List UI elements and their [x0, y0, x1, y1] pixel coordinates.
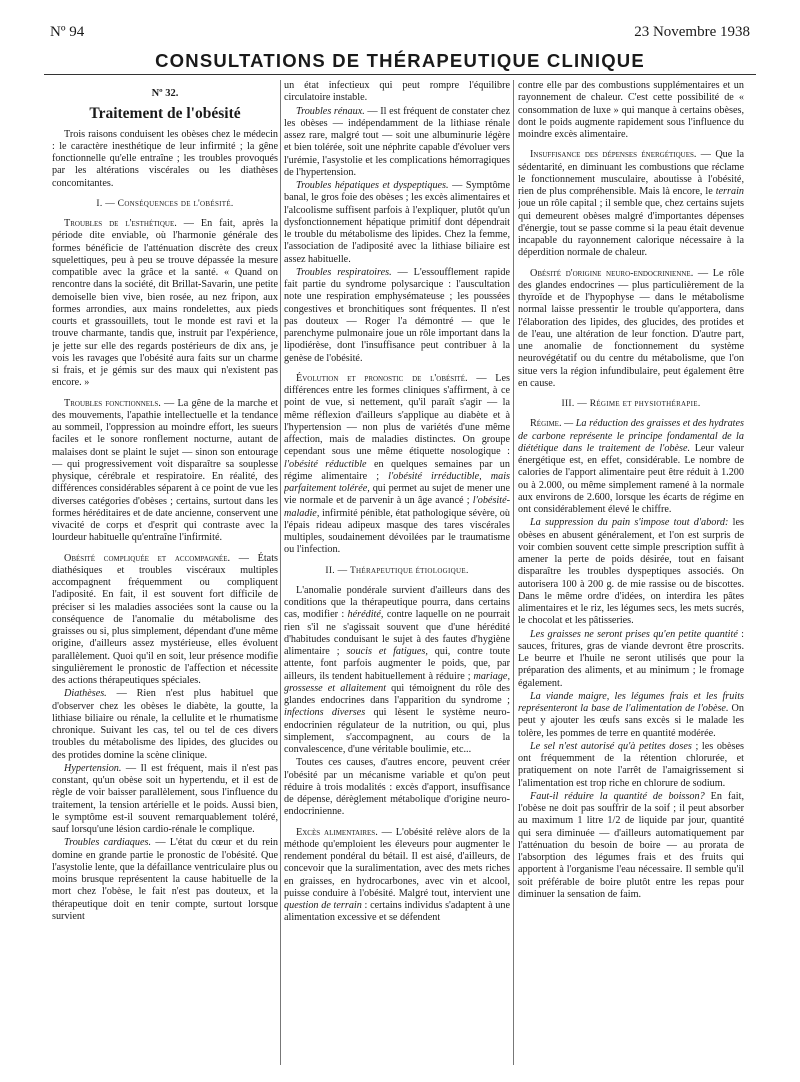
column-divider [280, 80, 281, 1065]
paragraph [284, 180, 510, 266]
paragraph-text: — Que la sédentarité, en diminuant les combustions que réclame le fonctionnement musculaire, aboutisse à l'obésité, rien de plus compréhensible. Mais là encore, le [518, 149, 744, 197]
paragraph-lead: Évolution et pronostic de l'obésité. [296, 372, 468, 384]
emphasis: La viande maigre, les légumes frais et les fruits représenteront la base de l'alimentation de l'obèse. [518, 690, 744, 714]
paragraph-lead: Troubles respiratoires. [296, 266, 392, 278]
emphasis: terrain [715, 186, 744, 197]
paragraph-text: — L'essoufflement rapide fait partie du syndrome polysarcique : l'auscultation note une respiration emphysémateuse ; les poussées congestives et bronchitiques sont fréquentes. Il n'est pas douteux — Roger l'a démontré — que le parenchyme pulmonaire joue un rôle important dans la lipodiérèse, dont l'insuffisance peut contribuer à la genèse de l'obésité. [284, 266, 510, 364]
paragraph [518, 149, 744, 259]
paragraph [518, 629, 744, 690]
emphasis: La suppression du pain s'impose tout d'abord: [530, 517, 729, 529]
paragraph-text: — Les différences entre les formes cliniques s'affirment, à ce point de vue, si nettement, qu'il paraît s'agir — la même réflexion d'ailleurs s'applique au diabète et à l'hypertension — non plus de variétés d'une même affection, mais de maladies distinctes. On groupe cependant sous une même étiquette nosologique : [284, 372, 510, 458]
paragraph-text: — Le rôle des glandes endocrines — plus particulièrement de la thyroïde et de l'hypophyse — dans le métabolisme normal laisse pressentir le trouble qu'apportera, dans l'élaboration des lipides, des glucides, des protides et de l'eau, une altération de leur fonction. D'autre part, une anomalie de fonctionnement du système neurovégétatif ou du centre du métabolisme, que l'on situe vers la région infundibulaire, peut également être en cause. [518, 267, 744, 389]
emphasis: — La réduction des graisses et des hydrates de carbone représente le principe fondamental de la diététique dans le traitement de l'obèse. [518, 418, 744, 454]
article-title: Traitement de l'obésité [89, 105, 241, 123]
paragraph-text: qui, contre toute attente, font parfois augmenter le poids, que, par ailleurs, ils tendent habituellement à réduire ; [284, 646, 510, 682]
paragraph [284, 585, 510, 757]
section-heading: III. — Régime et physiothérapie. [561, 399, 701, 409]
paragraph-text: les obèses en abusent généralement, et l'on est surpris de voir combien souvent cette simple prescription suffit à amener la perte de poids désirée, tout en faisant disparaître les troubles dyspeptiques associés. On autorisera 100 à 200 g. de mie rassise ou de biscottes. Dans le même ordre d'idées, on interdira les pâtes alimentaires et le riz, les légumes secs, les mets sucrés, le chocolat et les pâtisseries. [518, 517, 744, 627]
paragraph [284, 267, 510, 365]
paragraph-lead: Diathèses. [64, 688, 107, 700]
paragraph-lead: Hypertension. [64, 762, 122, 774]
paragraph-text: On peut y ajouter les œufs sans excès si le malade les tolère, les pommes de terre en quantité modérée. [518, 703, 744, 739]
paragraph-text: qui lèsent le système neuro-endocrinien régulateur de la nutrition, ou qui, plus simplement, s'accompagnent, au cours de la convalescence, d'une véritable boulimie, etc... [284, 707, 510, 755]
paragraph-lead: Excès alimentaires. [296, 826, 378, 838]
paragraph-text: L'anomalie pondérale survient d'ailleurs dans des conditions que la thérapeutique pourra, dans certains cas, modifier : [284, 584, 510, 621]
paragraph [52, 553, 278, 688]
paragraph-text: : certains individus s'adaptent à une alimentation excessive et se défendent [284, 900, 510, 924]
paragraph-lead: Régime. [530, 418, 562, 430]
paragraph-lead: Obésité compliquée et accompagnée. [64, 552, 231, 564]
paragraph-text: En fait, l'obèse ne doit pas souffrir de la soif ; il peut absorber au maximum 1 litre 1/2 de liquide par jour, quantité qui sera diminuée — d'ailleurs automatiquement par l'atténuation du besoin de boire — au prorata de l'absorption des légumes frais et des fruits qui apportent à l'organisme l'eau nécessaire. Il semble qu'il soit préférable de boire plutôt entre les repas pour diminuer la sensation de faim. [518, 790, 744, 900]
page-header [50, 24, 750, 44]
paragraph-lead: Troubles fonctionnels. [64, 397, 161, 409]
paragraph-text: qui témoignent du rôle des glandes endocrines dans l'apparition du syndrome ; [284, 682, 510, 706]
paragraph [518, 418, 744, 516]
paragraph-lead: Troubles cardiaques. [64, 837, 152, 849]
column-1 [52, 88, 278, 1082]
paragraph-text: qui permet au sujet de mener une vie normale et de parvenir à un âge avancé ; [284, 483, 510, 507]
paragraph: Toutes ces causes, d'autres encore, peuvent créer l'obésité par un mécanisme variable et qu'on peut réduire à trois modalités : excès d'apport, insuffisance de dépense, dérèglement métabolique d'origine neuro-endocrinienne. [284, 757, 510, 818]
paragraph [518, 691, 744, 740]
paragraph [284, 827, 510, 925]
column-divider [513, 80, 514, 1065]
paragraph-text: — Il est fréquent, mais il n'est pas constant, qu'un obèse soit un hypertendu, et il est de règle de voir baisser parallèlement, sous l'influence du traitement, la tension artérielle et le poids. Aussi bien, le symptôme est-il souvent remarquablement toléré, sauf lorsqu'une lésion cardio-rénale le complique. [52, 762, 278, 835]
paragraph [52, 688, 278, 762]
emphasis: soucis et fatigues, [346, 646, 428, 657]
emphasis: l'obésité réductible [284, 458, 367, 470]
paragraph-text: Leur valeur énergétique est, en effet, considérable. Le nombre de calories de l'apport alimentaire peut être réduit à 1.200 ou à 2.000, ou même simplement ramené à la normale aux environs de 2.600, lorsque les écarts de régime en ont considérablement élevé le chiffre. [518, 442, 744, 515]
emphasis: hérédité, [347, 609, 384, 621]
paragraph-text: — Il est fréquent de constater chez les obèses — indépendamment de la lithiase rénale assez rare, malgré tout — soit une albuminurie légère et bien tolérée, soit une néphrite capable d'évoluer vers l'urémie, l'asystolie et les complications hémorragiques de l'hypertension. [284, 105, 510, 178]
article-number: Nº 32. [151, 88, 179, 99]
section-heading: I. — Conséquences de l'obésité. [96, 198, 234, 209]
paragraph-text: : sauces, fritures, gras de viande devront être proscrits. Le beurre et l'huile ne seront utilisés que pour la préparation des aliments, et au minimum ; le fromage également. [518, 628, 744, 689]
emphasis: l'obésité-maladie, [284, 495, 510, 519]
paragraph [518, 517, 744, 627]
emphasis: Faut-il réduire la quantité de boisson? [530, 790, 705, 802]
paragraph [52, 763, 278, 837]
paragraph-lead: Troubles de l'esthétique. [64, 218, 177, 229]
intro-paragraph: Trois raisons conduisent les obèses chez le médecin : le caractère inesthétique de leur infirmité ; la gêne fonctionnelle qu'elle entraîne ; les troubles provoqués par les altérations viscérales ou les diathèses concomitantes. [52, 128, 278, 189]
paragraph [284, 106, 510, 180]
paragraph [518, 791, 744, 901]
paragraph-text: — En fait, après la période dite enviable, où l'harmonie générale des formes bénéficie de l'atténuation discrète des creux squelettiques, peu à peu se trouve dépassée la mesure compatible avec la grâce et la santé. « Quand on rencontre dans la société, dit Brillat-Savarin, une petite demoiselle bien vive, bien rosée, au nez fripon, aux formes arrondies, aux mains rondelettes, aux pieds courts et grassouillets, tout le monde est ravi et la trouve charmante, tandis que, instruit par l'expérience, je jette sur elle des regards postérieurs de dix ans, je vois les ravages que l'obésité aura faits sur un charme si frais, et je gémis sur des maux qui n'existent pas encore. » [52, 218, 278, 389]
running-title: CONSULTATIONS DE THÉRAPEUTIQUE CLINIQUE [155, 50, 645, 71]
emphasis: l'obésité irréductible, mais parfaitement tolérée, [284, 470, 510, 494]
paragraph-lead: Troubles hépatiques et dyspeptiques. [296, 180, 449, 191]
emphasis: Le sel n'est autorisé qu'à petites doses [530, 740, 692, 752]
paragraph: contre elle par des combustions supplémentaires et un rayonnement de chaleur. C'est cette possibilité de « consommation de luxe » qui manque à certains obèses, dont le poids augmente rapidement sous l'influence du moindre excès alimentaire. [518, 80, 744, 140]
paragraph-text: en quelques semaines par un régime alimentaire ; [284, 458, 510, 482]
paragraph-text: infirmité pénible, état pathologique sévère, où l'épais rideau adipeux masque des tares viscérales multiples, soudainement dévoilées par le traumatisme ou l'infection. [284, 507, 510, 556]
column-3 [518, 80, 744, 1075]
issue-date: 23 Novembre 1938 [634, 24, 750, 40]
paragraph-text: — L'état du cœur et du rein domine en grande partie le pronostic de l'obésité. Que l'asystolie lente, que la défaillance ventriculaire plus ou moins brusque représentent la cause habituelle de la mort chez l'obèse, le fait n'est pas douteux, et la thérapeutique doit en tenir compte, surtout lorsque survient [52, 837, 278, 922]
paragraph-text: — Rien n'est plus habituel que d'observer chez les obèses le diabète, la goutte, la lithiase biliaire ou rénale, la cellulite et le rhumatisme chronique. Suivant les cas, tel ou tel de ces divers troubles du métabolisme des lipides, des glucides ou des protides domine la scène clinique. [52, 688, 278, 761]
paragraph-text: ; les obèses ont fréquemment de la rétention chlorurée, et pratiquement on note l'arrêt de l'amaigrissement si l'alimentation est trop riche en chlorure de sodium. [518, 740, 744, 789]
emphasis: question de terrain [284, 900, 362, 911]
section-heading: II. — Thérapeutique étiologique. [325, 565, 469, 576]
paragraph-lead: Insuffisance des dépenses énergétiques. [530, 149, 697, 161]
paragraph-text: — L'obésité relève alors de la méthode qu'emploient les éleveurs pour augmenter le rendement pondéral du bétail. Il est aisé, d'ailleurs, de concevoir que la suralimentation, avec des mets riches en graisses, en hydrocarbones, avec vin et alcool, puisse conduire à l'obésité. Malgré tout, intervient une [284, 826, 510, 899]
page-number: Nº 94 [50, 24, 85, 40]
paragraph [52, 398, 278, 545]
paragraph-lead: Obésité d'origine neuro-endocrinienne. [530, 267, 694, 279]
paragraph-lead: Troubles rénaux. [296, 105, 365, 117]
paragraph [52, 218, 278, 390]
emphasis: Les graisses ne seront prises qu'en petite quantité [530, 628, 738, 640]
paragraph [284, 373, 510, 557]
column-2 [284, 80, 510, 1075]
paragraph-text: joue un rôle capital ; il semble que, chez certains sujets qui demeurent obèses malgré d'importantes dépenses d'énergie, tout se passe comme si la peau était devenue incapable du rayonnement calorique nécessaire à la déperdition normale de chaleur. [518, 198, 744, 259]
header-rule [44, 74, 756, 75]
paragraph-text: contre laquelle on ne pourrait rien s'il ne s'agissait souvent que d'une hérédité d'habitudes conduisant le sujet à des fautes d'hygiène alimentaire ; [284, 609, 510, 657]
paragraph [518, 268, 744, 391]
paragraph-text: — La gêne de la marche et des mouvements, l'apathie intellectuelle et la tendance au sommeil, l'oppression au moindre effort, les sueurs faciles et le sonore ronflement nocturne, autant de malaises dont se plaint le sujet — sinon son entourage — qui progressivement voit disparaître sa souplesse physique, cérébrale et respiratoire. En réalité, des différences considérables séparent à ce point de vue les diverses catégories d'obèses ; certains, surtout dans les formes héréditaires et de date ancienne, conservent une vivacité de corps et d'esprit qui contraste avec la lourdeur habituelle qu'entraîne l'infirmité. [52, 397, 278, 544]
paragraph [52, 837, 278, 923]
paragraph-text: — Symptôme banal, le gros foie des obèses ; les excès alimentaires et l'alcoolisme suffisent parfois à l'expliquer, plutôt qu'un dysfonctionnement hépatique primitif dont dépendrait le trouble du métabolisme des lipides. Chez la femme, l'association de l'adiposité avec la lithiase biliaire est assez habituelle. [284, 180, 510, 265]
paragraph: un état infectieux qui peut rompre l'équilibre circulatoire instable. [284, 80, 510, 104]
emphasis: mariage, grossesse et allaitement [284, 670, 510, 694]
paragraph [518, 741, 744, 790]
paragraph-text: — États diathésiques et troubles viscéraux multiples accompagnent fréquemment ou compliquent l'adiposité. En fait, il est souvent fort difficile de préciser si les maladies associées sont la cause ou la conséquence de l'anomalie du métabolisme des graisses ou si, plus simplement, dépendant d'une même origine, d'ailleurs assez mystérieuse, elles évoluent parallèlement. Quoi qu'il en soit, leur présence modifie singulièrement le pronostic de l'affection et nécessite des actions thérapeutiques spéciales. [52, 552, 278, 686]
emphasis: infections diverses [284, 707, 366, 719]
